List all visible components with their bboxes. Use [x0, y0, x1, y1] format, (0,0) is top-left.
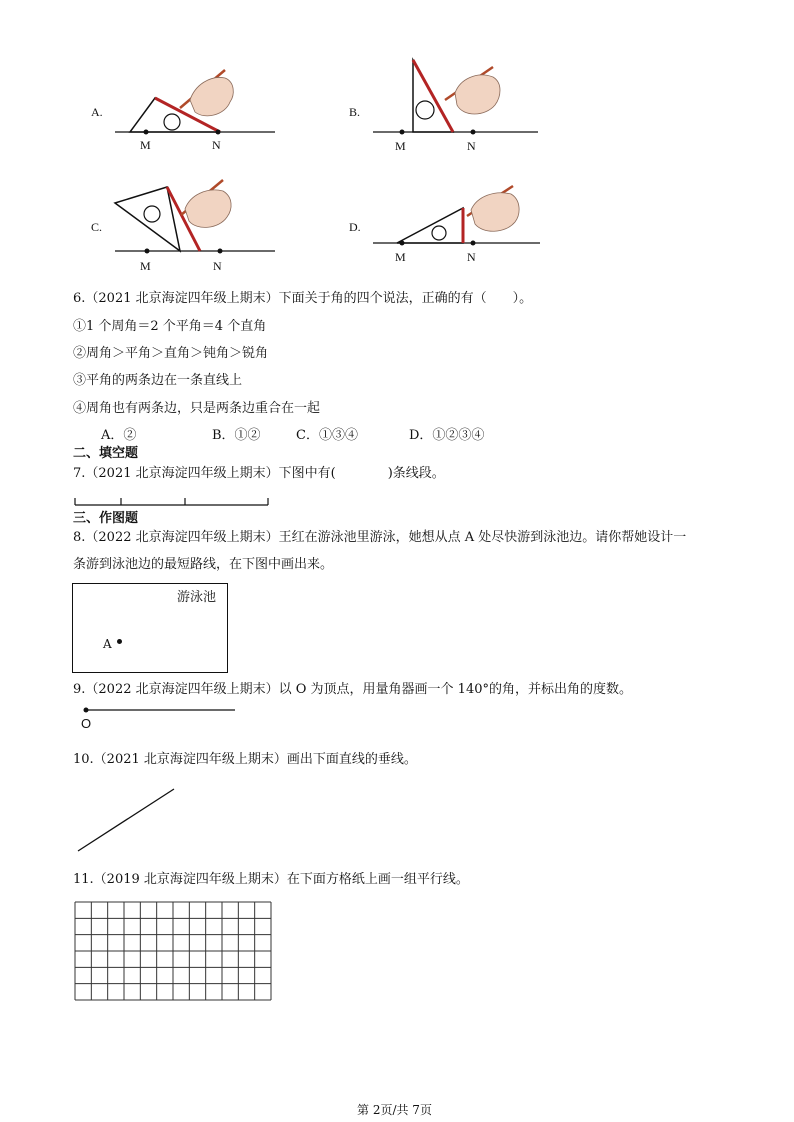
- hand-with-pencil-icon: [445, 67, 500, 114]
- option-c-label: C.: [91, 220, 103, 234]
- point-n-label: N: [212, 138, 221, 152]
- point-m-label: M: [140, 259, 151, 273]
- q6-statement-1: ①1 个周角＝2 个平角＝4 个直角: [73, 319, 267, 334]
- q6-choice-c[interactable]: C．①③④: [296, 428, 358, 443]
- q9-stem: 9.（2022 北京海淀四年级上期末）以 O 为顶点，用量角器画一个 140°的角，并标出角的度数。: [73, 682, 632, 697]
- page-number: 第 2页/共 7页: [357, 1103, 432, 1117]
- q8-stem-line1: 8.（2022 北京海淀四年级上期末）王红在游泳池里游泳，她想从点 A 处尽快游到泳池边。请你帮她设计一: [73, 530, 687, 545]
- q7-segment-figure: [73, 496, 273, 508]
- figure-option-c: [85, 175, 285, 275]
- figure-option-b: [345, 55, 545, 160]
- q6-stem: 6.（2021 北京海淀四年级上期末）下面关于角的四个说法，正确的有（ ）。: [73, 291, 533, 306]
- point-m-label: M: [395, 139, 406, 153]
- q6-statement-4: ④周角也有两条边，只是两条边重合在一起: [73, 401, 321, 416]
- point-n-label: N: [213, 259, 222, 273]
- q6-choice-a[interactable]: A．②: [101, 428, 137, 443]
- q10-stem: 10.（2021 北京海淀四年级上期末）画出下面直线的垂线。: [73, 752, 417, 767]
- section-fill-in-title: 二、填空题: [73, 446, 139, 461]
- hand-with-pencil-icon: [467, 186, 519, 231]
- q11-stem: 11.（2019 北京海淀四年级上期末）在下面方格纸上画一组平行线。: [73, 872, 469, 887]
- point-a-dot: [117, 639, 122, 644]
- figure-a-drawing: [85, 60, 285, 160]
- option-d-label: D.: [349, 220, 361, 234]
- q11-grid-paper[interactable]: [74, 901, 272, 1001]
- q8-stem-line2: 条游到泳池边的最短路线，在下图中画出来。: [73, 557, 334, 572]
- q6-statement-2: ②周角＞平角＞直角＞钝角＞锐角: [73, 346, 269, 361]
- q6-choice-d[interactable]: D．①②③④: [409, 428, 485, 443]
- q9-ray[interactable]: [80, 706, 240, 714]
- figure-option-a: [85, 60, 285, 160]
- figure-c-drawing: [85, 175, 285, 275]
- q10-line[interactable]: [76, 787, 176, 853]
- point-o-label: O: [81, 716, 92, 731]
- option-b-label: B.: [349, 105, 361, 119]
- option-a-label: A.: [91, 105, 103, 119]
- q7-stem: 7.（2021 北京海淀四年级上期末）下图中有( )条线段。: [73, 466, 445, 481]
- section-drawing-title: 三、作图题: [73, 511, 139, 526]
- figure-b-drawing: [345, 55, 545, 160]
- point-n-label: N: [467, 139, 476, 153]
- point-m-label: M: [140, 138, 151, 152]
- q8-pool-box[interactable]: [72, 583, 228, 673]
- hand-with-pencil-icon: [181, 180, 231, 227]
- point-m-label: M: [395, 250, 406, 264]
- figure-d-drawing: [345, 180, 545, 275]
- pool-label: 游泳池: [177, 590, 217, 605]
- point-n-label: N: [467, 250, 476, 264]
- figure-option-d: [345, 180, 545, 275]
- point-a-label: A: [103, 637, 112, 651]
- q6-statement-3: ③平角的两条边在一条直线上: [73, 373, 243, 388]
- q6-choice-b[interactable]: B．①②: [212, 428, 261, 443]
- hand-with-pencil-icon: [180, 70, 233, 116]
